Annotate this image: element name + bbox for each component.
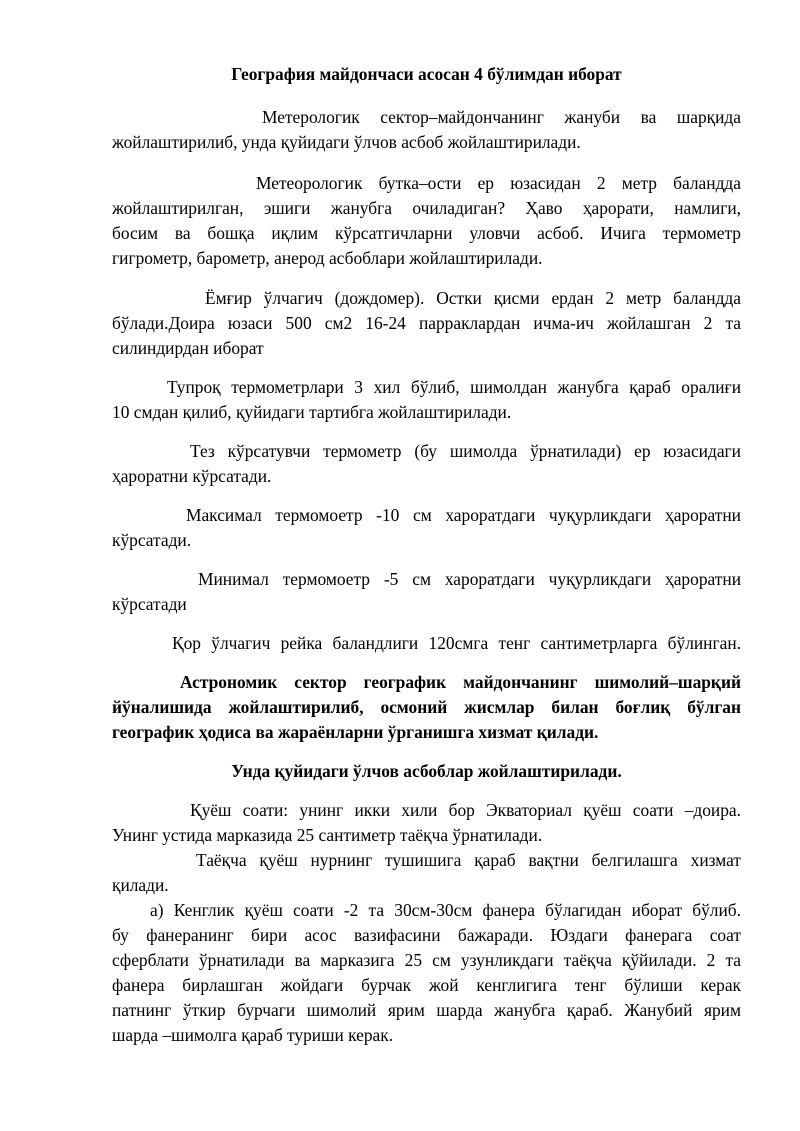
paragraph-9-line-1: Астрономик сектор географик майдончанинг шимолий–шарқий — [180, 672, 741, 692]
paragraph-1-line-1: Метерологик сектор–майдончанинг жануби ва шарқида — [262, 107, 741, 127]
paragraph-3-line-3: силиндирдан иборат — [112, 338, 264, 358]
paragraph-6-line-1: Максимал термомоетр -10 см хароратдаги чуқурликдаги ҳароратни — [186, 505, 741, 525]
paragraph-13-line-1: а) Кенглик қуёш соати -2 та 30см-30см фанера бўлагидан иборат бўлиб. — [150, 900, 741, 920]
paragraph-2-line-3: босим ва бошқа иқлим кўрсатгичларни уловчи асбоб. Ичига термометр — [112, 223, 741, 243]
paragraph-13-line-2: бу фанеранинг бири асос вазифасини бажаради. Юздаги фанерага соат — [112, 925, 741, 945]
paragraph-8-line-1: Қор ўлчагич рейка баландлиги 120смга тенг сантиметрларга бўлинган. — [172, 633, 741, 653]
paragraph-5-line-1: Тез кўрсатувчи термометр (бу шимолда ўрнатилади) ер юзасидаги — [190, 441, 741, 461]
paragraph-9-line-2: йўналишида жойлаштирилиб, осмоний жисмлар билан боғлиқ бўлган — [112, 697, 741, 717]
paragraph-6-line-2: кўрсатади. — [112, 530, 192, 550]
paragraph-11-line-1: Қуёш соати: унинг икки хили бор Экваториал қуёш соати –доира. — [190, 800, 741, 820]
paragraph-2-line-1: Метеорологик бутка–ости ер юзасидан 2 метр баландда — [256, 173, 741, 193]
paragraph-4-line-2: 10 смдан қилиб, қуйидаги тартибга жойлаштирилади. — [112, 402, 512, 422]
paragraph-13-line-3: сферблати ўрнатилади ва марказига 25 см узунликдаги таёқча қўйилади. 2 та — [112, 950, 741, 970]
paragraph-5-line-2: ҳароратни кўрсатади. — [112, 466, 272, 486]
paragraph-3-line-1: Ёмғир ўлчагич (дождомер). Остки қисми ердан 2 метр баландда — [205, 288, 741, 308]
paragraph-2-line-2: жойлаштирилган, эшиги жанубга очиладиган? Ҳаво ҳарорати, намлиги, — [112, 198, 741, 218]
paragraph-10-line-1: Унда қуйидаги ўлчов асбоблар жойлаштирилади. — [231, 761, 622, 781]
paragraph-12-line-1: Таёқча қуёш нурнинг тушишига қараб вақтни белгилашга хизмат — [196, 850, 741, 870]
paragraph-1-line-2: жойлаштирилиб, унда қуйидаги ўлчов асбоб жойлаштирилади. — [112, 132, 581, 152]
paragraph-12-line-2: қилади. — [112, 875, 169, 895]
paragraph-7-line-2: кўрсатади — [112, 594, 187, 614]
paragraph-13-line-4: фанера бирлашган жойдаги бурчак жой кенглигига тенг бўлиши керак — [112, 975, 741, 995]
paragraph-9-line-3: географик ҳодиса ва жараёнларни ўрганишга хизмат қилади. — [112, 722, 599, 742]
paragraph-2-line-4: гигрометр, барометр, анерод асбоблари жойлаштирилади. — [112, 248, 543, 268]
paragraph-4-line-1: Тупроқ термометрлари 3 хил бўлиб, шимолдан жанубга қараб оралиғи — [167, 377, 741, 397]
document-title: География майдончаси асосан 4 бўлимдан иборат — [231, 64, 622, 84]
paragraph-13-line-5: патнинг ўткир бурчаги шимолий ярим шарда жанубга қараб. Жанубий ярим — [112, 1000, 741, 1020]
paragraph-13-line-6: шарда –шимолга қараб туриши керак. — [112, 1025, 394, 1045]
paragraph-7-line-1: Минимал термомоетр -5 см хароратдаги чуқурликдаги ҳароратни — [198, 569, 741, 589]
paragraph-3-line-2: бўлади.Доира юзаси 500 см2 16-24 парраклардан ичма-ич жойлашган 2 та — [112, 313, 741, 333]
paragraph-11-line-2: Унинг устида марказида 25 сантиметр таёқча ўрнатилади. — [112, 825, 543, 845]
